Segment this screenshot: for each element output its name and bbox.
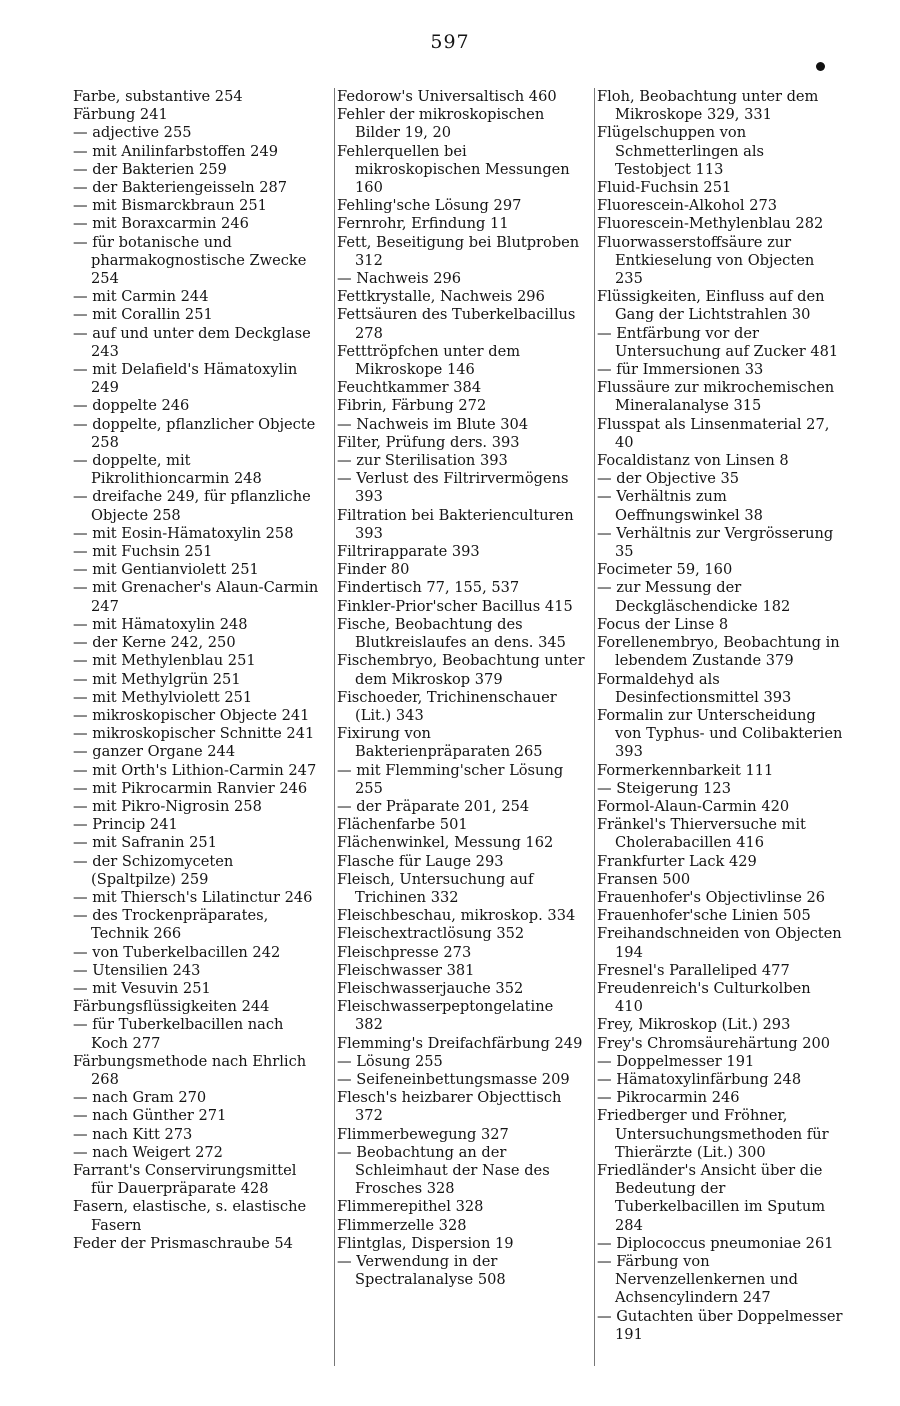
index-entry: — mit Orth's Lithion-Carmin 247 <box>73 761 317 779</box>
index-entry: Focus der Linse 8 <box>597 615 729 633</box>
index-entry: — Entfärbung vor der Untersuchung auf Zucker 481 <box>597 324 839 360</box>
index-entry: — zur Messung der Deckgläschendicke 182 <box>597 579 791 615</box>
index-column-2 <box>334 88 585 1366</box>
index-entry: — doppelte, mit Pikrolithioncarmin 248 <box>73 452 262 488</box>
index-entry: — mit Pikrocarmin Ranvier 246 <box>73 779 308 797</box>
index-entry: — für Tuberkelbacillen nach Koch 277 <box>73 1016 284 1052</box>
index-entry: Fluorescein-Alkohol 273 <box>597 197 778 215</box>
index-entry: — dreifache 249, für pflanzliche Objecte 258 <box>73 488 311 524</box>
index-entry: — mit Methylviolett 251 <box>73 688 253 706</box>
index-entry: Färbungsmethode nach Ehrlich 268 <box>73 1052 307 1088</box>
index-entry: — der Bakteriengeisseln 287 <box>73 179 288 197</box>
index-entry: — mit Eosin-Hämatoxylin 258 <box>73 524 294 542</box>
index-entry: — auf und unter dem Deckglase 243 <box>73 324 311 360</box>
index-entry: Finkler-Prior'scher Bacillus 415 <box>337 597 573 615</box>
index-entry: Formaldehyd als Desinfectionsmittel 393 <box>597 670 792 706</box>
index-entry: Flemming's Dreifachfärbung 249 <box>337 1034 583 1052</box>
index-entry: Fluorwasserstoffsäure zur Entkieselung von Objecten 235 <box>597 233 815 288</box>
index-entry: — mit Boraxcarmin 246 <box>73 215 249 233</box>
index-entry: Fische, Beobachtung des Blutkreislaufes an dens. 345 <box>337 615 566 652</box>
index-entry: Floh, Beobachtung unter dem Mikroskope 329, 331 <box>597 88 819 124</box>
index-column-1 <box>73 88 321 1366</box>
index-entry: Frankfurter Lack 429 <box>597 852 757 870</box>
index-entry: Fleisch, Untersuchung auf Trichinen 332 <box>337 870 534 906</box>
index-entry: Filtration bei Bakterienculturen 393 <box>337 506 574 542</box>
index-entry: Fleischwasserpeptongelatine 382 <box>337 998 554 1034</box>
index-entry: — mit Carmin 244 <box>73 288 209 306</box>
index-entry: — mit Grenacher's Alaun-Carmin 247 <box>73 579 319 615</box>
index-entry: — nach Kitt 273 <box>73 1125 193 1143</box>
index-entry: Farbe, substantive 254 <box>73 88 243 105</box>
index-entry: — Färbung von Nervenzellenkernen und Achsencylindern 247 <box>597 1253 799 1307</box>
index-entry: — mit Methylgrün 251 <box>73 670 241 688</box>
index-entry: Fernrohr, Erfindung 11 <box>337 215 509 233</box>
index-entry: Fehler der mikroskopischen Bilder 19, 20 <box>337 106 545 142</box>
index-entry: Findertisch 77, 155, 537 <box>337 579 520 597</box>
index-entry: Fluid-Fuchsin 251 <box>597 179 732 197</box>
index-entry: Formalin zur Unterscheidung von Typhus- und Colibakterien 393 <box>597 706 843 761</box>
index-entry: Feder der Prismaschraube 54 <box>73 1234 293 1252</box>
index-entry: Flusspat als Linsenmaterial 27, 40 <box>597 415 830 451</box>
index-entry: Flügelschuppen von Schmetterlingen als Testobject 113 <box>597 124 764 178</box>
index-entry: — der Schizomyceten (Spaltpilze) 259 <box>73 852 234 888</box>
index-entry: Frauenhofer's Objectivlinse 26 <box>597 888 826 906</box>
index-entry: Filter, Prüfung ders. 393 <box>337 433 520 451</box>
index-entry: Fedorow's Universaltisch 460 <box>337 88 557 105</box>
index-entry: Filtrirapparate 393 <box>337 543 480 561</box>
index-entry: — Seifeneinbettungsmasse 209 <box>337 1070 570 1088</box>
index-entry: — Beobachtung an der Schleimhaut der Nase des Frosches 328 <box>337 1143 550 1198</box>
index-entry: Fresnel's Paralleliped 477 <box>597 961 790 979</box>
index-entry: Flesch's heizbarer Objecttisch 372 <box>337 1089 562 1125</box>
index-entry: Fett, Beseitigung bei Blutproben 312 <box>337 233 580 269</box>
index-entry: Feuchtkammer 384 <box>337 379 482 397</box>
index-entry: Fibrin, Färbung 272 <box>337 397 487 415</box>
index-entry: Fehling'sche Lösung 297 <box>337 197 522 215</box>
index-entry: — Utensilien 243 <box>73 961 201 979</box>
index-entry: Freihandschneiden von Objecten 194 <box>597 925 842 961</box>
index-entry: — Hämatoxylinfärbung 248 <box>597 1070 802 1088</box>
index-entry: — Princip 241 <box>73 816 178 834</box>
index-entry: — mit Hämatoxylin 248 <box>73 615 248 633</box>
index-entry: — mit Corallin 251 <box>73 306 213 324</box>
index-entry: Fischembryo, Beobachtung unter dem Mikroskop 379 <box>337 652 585 688</box>
index-entry: Frauenhofer'sche Linien 505 <box>597 907 811 925</box>
index-entry: Flüssigkeiten, Einfluss auf den Gang der Lichtstrahlen 30 <box>597 288 825 324</box>
index-entry: Fluorescein-Methylenblau 282 <box>597 215 824 233</box>
index-entry: — nach Gram 270 <box>73 1089 207 1107</box>
index-entry: — Nachweis 296 <box>337 270 462 288</box>
index-entry: Focaldistanz von Linsen 8 <box>597 452 789 470</box>
index-entry: — Verhältnis zum Oeffnungswinkel 38 <box>597 488 763 524</box>
index-entry: Fettkrystalle, Nachweis 296 <box>337 288 545 306</box>
index-entry: — der Präparate 201, 254 <box>337 797 530 815</box>
index-entry: — mit Delafield's Hämatoxylin 249 <box>73 361 298 397</box>
index-entry: — der Bakterien 259 <box>73 160 227 178</box>
index-entry: Flächenwinkel, Messung 162 <box>337 834 554 852</box>
index-entry: — Verlust des Filtrirvermögens 393 <box>337 470 569 506</box>
index-entry: Flimmerbewegung 327 <box>337 1125 509 1143</box>
index-entry: — der Kerne 242, 250 <box>73 634 236 652</box>
index-entry: — mit Vesuvin 251 <box>73 979 211 997</box>
index-entry: — für botanische und pharmakognostische Zwecke 254 <box>73 233 307 288</box>
index-entry: Focimeter 59, 160 <box>597 561 733 579</box>
index-entry: Fixirung von Bakterienpräparaten 265 <box>337 725 543 761</box>
index-entry: Flussäure zur mikrochemischen Mineralanalyse 315 <box>597 379 835 415</box>
index-entry: Forellenembryo, Beobachtung in lebendem Zustande 379 <box>597 634 840 670</box>
index-entry: Frey's Chromsäurehärtung 200 <box>597 1034 831 1052</box>
index-entry: Färbung 241 <box>73 106 168 124</box>
index-entry: — Verwendung in der Spectralanalyse 508 <box>337 1253 506 1289</box>
index-entry: — nach Weigert 272 <box>73 1143 223 1161</box>
index-entry: Flimmerzelle 328 <box>337 1216 467 1234</box>
index-column-3 <box>594 88 843 1366</box>
index-entry: Friedberger und Fröhner, Untersuchungsmethoden für Thierärzte (Lit.) 300 <box>597 1107 829 1161</box>
index-entry: — doppelte, pflanzlicher Objecte 258 <box>73 415 316 451</box>
index-entry: — Pikrocarmin 246 <box>597 1089 740 1107</box>
index-entry: — zur Sterilisation 393 <box>337 452 508 470</box>
index-entry: — von Tuberkelbacillen 242 <box>73 943 281 961</box>
index-entry: — nach Günther 271 <box>73 1107 227 1125</box>
index-entry: — mit Methylenblau 251 <box>73 652 256 670</box>
index-entry: — des Trockenpräparates, Technik 266 <box>73 907 269 943</box>
index-entry: Flächenfarbe 501 <box>337 816 468 834</box>
index-entry: — mit Bismarckbraun 251 <box>73 197 267 215</box>
page-number: 597 <box>430 31 470 53</box>
index-entry: — mit Gentianviolett 251 <box>73 561 259 579</box>
index-entry: — der Objective 35 <box>597 470 740 488</box>
index-entry: Finder 80 <box>337 561 410 579</box>
index-entry: Färbungsflüssigkeiten 244 <box>73 998 270 1016</box>
index-entry: — mit Anilinfarbstoffen 249 <box>73 142 279 160</box>
index-entry: Fleischextractlösung 352 <box>337 925 525 943</box>
index-entry: Fasern, elastische, s. elastische Fasern <box>73 1198 307 1234</box>
index-entry: Freudenreich's Culturkolben 410 <box>597 979 811 1016</box>
index-entry: — ganzer Organe 244 <box>73 743 236 761</box>
index-entry: — Doppelmesser 191 <box>597 1052 755 1070</box>
index-entry: Fettsäuren des Tuberkelbacillus 278 <box>337 306 576 342</box>
index-entry: Fleischbeschau, mikroskop. 334 <box>337 907 576 925</box>
index-entry: Fischoeder, Trichinenschauer (Lit.) 343 <box>337 688 557 724</box>
index-entry: Flimmerepithel 328 <box>337 1198 484 1216</box>
index-entry: Fleischwasser 381 <box>337 961 475 979</box>
index-entry: — mikroskopischer Schnitte 241 <box>73 725 315 743</box>
index-entry: — mit Thiersch's Lilatinctur 246 <box>73 888 313 906</box>
index-entry: — mikroskopischer Objecte 241 <box>73 706 310 724</box>
index-entry: Farrant's Conservirungsmittel für Dauerpräparate 428 <box>73 1161 297 1198</box>
index-entry: Friedländer's Ansicht über die Bedeutung der Tuberkelbacillen im Sputum 284 <box>597 1161 826 1234</box>
index-entry: Formol-Alaun-Carmin 420 <box>597 797 790 815</box>
index-entry: — mit Safranin 251 <box>73 834 217 852</box>
index-entry: — Nachweis im Blute 304 <box>337 415 529 433</box>
index-entry: — doppelte 246 <box>73 397 190 415</box>
ink-dot <box>816 62 825 71</box>
index-entry: Fransen 500 <box>597 870 691 888</box>
index-entry: Frey, Mikroskop (Lit.) 293 <box>597 1016 791 1034</box>
index-entry: Fränkel's Thierversuche mit Cholerabacillen 416 <box>597 816 806 852</box>
index-entry: — Diplococcus pneumoniae 261 <box>597 1234 834 1252</box>
index-entry: — adjective 255 <box>73 124 192 142</box>
index-entry: — Gutachten über Doppelmesser 191 <box>597 1307 843 1343</box>
index-entry: Fleischwasserjauche 352 <box>337 979 524 997</box>
index-entry: Flasche für Lauge 293 <box>337 852 504 870</box>
index-entry: — Verhältnis zur Vergrösserung 35 <box>597 524 834 561</box>
index-entry: Formerkennbarkeit 111 <box>597 761 774 779</box>
index-entry: — mit Pikro-Nigrosin 258 <box>73 797 262 815</box>
index-entry: — mit Fuchsin 251 <box>73 543 213 561</box>
index-entry: — mit Flemming'scher Lösung 255 <box>337 761 564 797</box>
index-entry: — Lösung 255 <box>337 1052 443 1070</box>
index-entry: — für Immersionen 33 <box>597 361 764 379</box>
index-entry: Fehlerquellen bei mikroskopischen Messungen 160 <box>337 142 570 197</box>
index-entry: Flintglas, Dispersion 19 <box>337 1234 514 1252</box>
index-entry: Fleischpresse 273 <box>337 943 472 961</box>
index-entry: — Steigerung 123 <box>597 779 731 797</box>
index-entry: Fetttröpfchen unter dem Mikroskope 146 <box>337 342 521 379</box>
